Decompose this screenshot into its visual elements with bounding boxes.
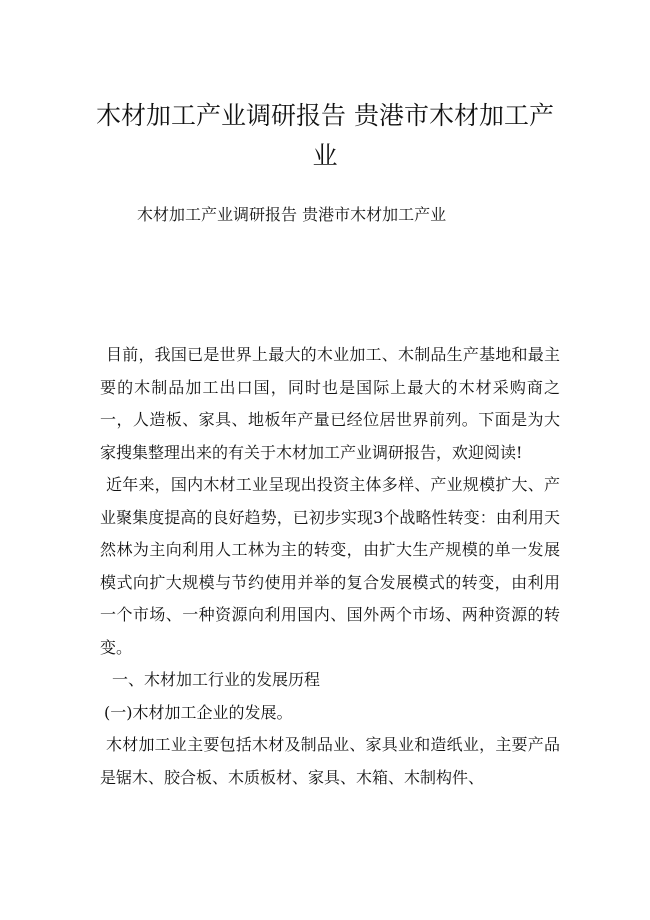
development-paragraph: 近年来，国内木材工业呈现出投资主体多样、产业规模扩大、产业聚集度提高的良好趋势，已初步实现3个战略性转变：由利用天然林为主向利用人工林为主的转变，由扩大生产规模的单一发展模式向扩大规模与节约使用并举的复合发展模式的转变，由利用一个市场、一种资源向利用国内、国外两个市场、两种资源的转变。 <box>100 475 560 657</box>
document-body <box>100 339 560 794</box>
document-title: 木材加工产业调研报告 贵港市木材加工产业 <box>96 101 554 170</box>
intro-paragraph: 目前，我国已是世界上最大的木业加工、木制品生产基地和最主要的木制品加工出口国，同时也是国际上最大的木材采购商之一，人造板、家具、地板年产量已经位居世界前列。下面是为大家搜集整理出来的有关于木材加工产业调研报告，欢迎阅读! <box>100 345 560 462</box>
section-heading: 一、木材加工行业的发展历程 <box>112 670 321 689</box>
industry-paragraph: 木材加工业主要包括木材及制品业、家具业和造纸业，主要产品是锯木、胶合板、木质板材、家具、木箱、木制构件、 <box>100 735 560 787</box>
document-subtitle: 木材加工产业调研报告 贵港市木材加工产业 <box>137 205 447 224</box>
subsection-heading: (一)木材加工企业的发展。 <box>104 702 293 722</box>
